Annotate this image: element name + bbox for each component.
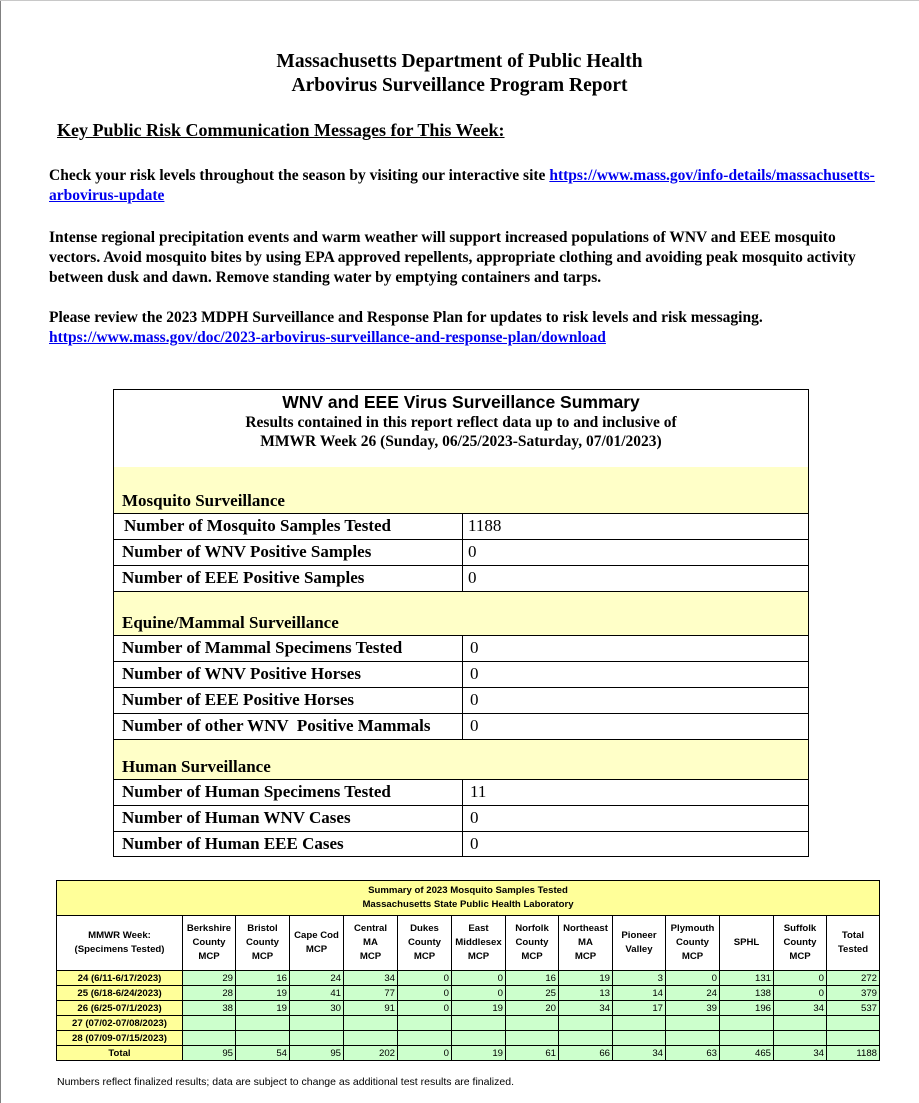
column-header-text: Norfolk [515, 923, 549, 934]
total-label: Total [57, 1046, 183, 1061]
week-header-line1: MMWR Week: [88, 930, 151, 941]
sample-count-cell: 91 [344, 1001, 398, 1016]
mosquito-section-title: Mosquito Surveillance [122, 491, 285, 510]
sample-count-cell [720, 1031, 774, 1046]
sample-count-cell [559, 1016, 613, 1031]
arbovirus-update-link[interactable]: https://www.mass.gov/info-details/massachusetts-arbovirus-update [49, 167, 875, 204]
column-divider [462, 780, 463, 857]
week-column-header [57, 916, 183, 971]
mammal-row [114, 714, 808, 740]
sample-count-cell: 0 [452, 986, 506, 1001]
column-header-text: MCP [305, 944, 328, 955]
column-header [827, 916, 880, 971]
sample-count-cell: 41 [290, 986, 344, 1001]
response-plan-text: Please review the 2023 MDPH Surveillance and Response Plan for updates to risk levels and risk messaging. [49, 309, 763, 326]
column-header [344, 916, 398, 971]
column-header-text: Central [353, 923, 388, 934]
summary-title: WNV and EEE Virus Surveillance Summary [282, 392, 640, 412]
column-header [452, 916, 506, 971]
total-cell: 465 [720, 1046, 774, 1061]
column-divider [462, 636, 463, 740]
row-value: 11 [470, 782, 487, 801]
sample-count-cell: 24 [290, 971, 344, 986]
mosquito-section-header [114, 467, 808, 514]
risk-levels-paragraph [49, 166, 879, 206]
total-cell: 0 [398, 1046, 452, 1061]
sample-count-cell: 3 [613, 971, 666, 986]
human-section-title: Human Surveillance [122, 757, 271, 776]
sample-count-cell [452, 1016, 506, 1031]
week-label: 27 (07/02-07/08/2023) [57, 1016, 183, 1031]
sample-count-cell: 25 [506, 986, 559, 1001]
column-header-text: Middlesex [455, 937, 502, 948]
sample-count-cell: 28 [183, 986, 236, 1001]
table-row [57, 1001, 880, 1016]
sample-count-cell [559, 1031, 613, 1046]
column-header [506, 916, 559, 971]
sample-count-cell [398, 1031, 452, 1046]
sample-count-cell: 39 [666, 1001, 720, 1016]
mammal-section-header [114, 592, 808, 636]
sample-count-cell [506, 1016, 559, 1031]
table-row [57, 1031, 880, 1046]
column-header-text: MCP [198, 951, 220, 962]
column-header [666, 916, 720, 971]
table-footnote: Numbers reflect finalized results; data are subject to change as additional test results are finalized. [57, 1076, 514, 1088]
table-row [57, 971, 880, 986]
sample-count-cell [720, 1016, 774, 1031]
column-header-text: County [515, 937, 549, 948]
mosquito-table-title-line1: Summary of 2023 Mosquito Samples Tested [368, 885, 568, 896]
row-value: 0 [470, 808, 479, 827]
sample-count-cell: 138 [720, 986, 774, 1001]
column-header-text: Tested [837, 944, 869, 955]
row-value: 0 [470, 664, 479, 683]
report-title-line2: Arbovirus Surveillance Program Report [291, 75, 628, 96]
row-value: 0 [468, 542, 477, 561]
sample-count-cell: 14 [613, 986, 666, 1001]
report-title-line1: Massachusetts Department of Public Health [276, 51, 643, 72]
total-cell: 202 [344, 1046, 398, 1061]
sample-count-cell: 272 [827, 971, 880, 986]
row-label: Number of other WNV Positive Mammals [122, 716, 431, 735]
total-cell: 54 [236, 1046, 290, 1061]
column-header-text: MA [363, 937, 378, 948]
week-header-line2: (Specimens Tested) [74, 944, 165, 955]
human-row [114, 780, 808, 806]
mosquito-row [114, 566, 808, 592]
column-header-text: County [783, 937, 817, 948]
total-cell: 34 [774, 1046, 827, 1061]
column-header-text: MCP [521, 951, 543, 962]
summary-subtitle-line1: Results contained in this report reflect data up to and inclusive of [245, 414, 677, 431]
sample-count-cell: 0 [666, 971, 720, 986]
mammal-row [114, 688, 808, 714]
mosquito-row [114, 514, 808, 540]
total-cell: 95 [183, 1046, 236, 1061]
sample-count-cell [344, 1031, 398, 1046]
sample-count-cell [774, 1031, 827, 1046]
sample-count-cell: 20 [506, 1001, 559, 1016]
surveillance-summary-box [113, 389, 809, 857]
column-header [559, 916, 613, 971]
response-plan-link[interactable]: https://www.mass.gov/doc/2023-arbovirus-surveillance-and-response-plan/download [49, 329, 606, 346]
mammal-row [114, 662, 808, 688]
sample-count-cell [183, 1031, 236, 1046]
column-header-text: County [192, 937, 226, 948]
total-cell: 63 [666, 1046, 720, 1061]
summary-header [114, 390, 808, 468]
column-header-text: Plymouth [670, 923, 715, 934]
sample-count-cell: 131 [720, 971, 774, 986]
mosquito-row [114, 540, 808, 566]
page-top-border [0, 0, 919, 1]
column-header-text: Valley [625, 944, 653, 955]
sample-count-cell [290, 1031, 344, 1046]
sample-count-cell [506, 1031, 559, 1046]
column-header-text: MCP [467, 951, 490, 962]
sample-count-cell [452, 1031, 506, 1046]
row-label: Number of Human WNV Cases [122, 808, 351, 827]
mammal-section-title: Equine/Mammal Surveillance [122, 613, 339, 632]
sample-count-cell: 29 [183, 971, 236, 986]
human-row [114, 806, 808, 832]
sample-count-cell [666, 1031, 720, 1046]
sample-count-cell [236, 1016, 290, 1031]
sample-count-cell [344, 1016, 398, 1031]
week-label: 24 (6/11-6/17/2023) [57, 971, 183, 986]
table-row [57, 1016, 880, 1031]
column-header-text: East [468, 923, 489, 934]
row-label: Number of Mosquito Samples Tested [124, 516, 391, 535]
sample-count-cell: 30 [290, 1001, 344, 1016]
column-header [290, 916, 344, 971]
column-header [613, 916, 666, 971]
sample-count-cell [613, 1031, 666, 1046]
column-header-text: Total [841, 930, 865, 941]
column-header-text: Cape Cod [294, 930, 339, 941]
mosquito-advice-paragraph: Intense regional precipitation events and warm weather will support increased populations of WNV and EEE mosquito vectors. Avoid mosquito bites by using EPA approved repellents, appropriate clothing and avoiding peak mosquito activity between dusk and dawn. Remove standing water by emptying containers and tarps. [49, 229, 856, 286]
sample-count-cell [774, 1016, 827, 1031]
week-label: 28 (07/09-07/15/2023) [57, 1031, 183, 1046]
column-header-text: County [407, 937, 442, 948]
total-cell: 66 [559, 1046, 613, 1061]
row-value: 0 [470, 716, 479, 735]
human-section-header [114, 740, 808, 780]
sample-count-cell: 537 [827, 1001, 880, 1016]
sample-count-cell: 196 [720, 1001, 774, 1016]
response-plan-paragraph [49, 308, 879, 348]
week-label: 25 (6/18-6/24/2023) [57, 986, 183, 1001]
column-header-text: MCP [789, 951, 811, 962]
sample-count-cell: 34 [559, 1001, 613, 1016]
column-header-text: SPHL [733, 937, 760, 948]
total-cell: 1188 [827, 1046, 880, 1061]
week-label: 26 (6/25-07/1/2023) [57, 1001, 183, 1016]
sample-count-cell: 34 [344, 971, 398, 986]
sample-count-cell: 379 [827, 986, 880, 1001]
row-value: 0 [470, 690, 479, 709]
column-header [774, 916, 827, 971]
totals-row [57, 1046, 880, 1061]
column-header [236, 916, 290, 971]
row-value: 0 [470, 638, 479, 657]
column-header-text: MCP [359, 951, 382, 962]
page-left-border [0, 0, 1, 1103]
mosquito-table-title [57, 881, 880, 916]
column-header-text: MA [578, 937, 593, 948]
row-label: Number of Human EEE Cases [122, 834, 344, 853]
sample-count-cell: 17 [613, 1001, 666, 1016]
column-header-text: Berkshire [186, 923, 232, 934]
sample-count-cell [613, 1016, 666, 1031]
column-header-text: MCP [681, 951, 704, 962]
row-value: 1188 [468, 516, 502, 535]
sample-count-cell [827, 1016, 880, 1031]
column-header-text: MCP [251, 951, 274, 962]
total-cell: 19 [452, 1046, 506, 1061]
sample-count-cell: 0 [398, 1001, 452, 1016]
sample-count-cell: 19 [452, 1001, 506, 1016]
sample-count-cell [290, 1016, 344, 1031]
risk-levels-text: Check your risk levels throughout the season by visiting our interactive site [49, 167, 550, 184]
human-row [114, 832, 808, 858]
sample-count-cell [398, 1016, 452, 1031]
mammal-row [114, 636, 808, 662]
row-label: Number of Mammal Specimens Tested [122, 638, 403, 657]
sample-count-cell: 0 [774, 971, 827, 986]
total-cell: 61 [506, 1046, 559, 1061]
column-header-text: Pioneer [621, 930, 657, 941]
sample-count-cell: 24 [666, 986, 720, 1001]
sample-count-cell: 77 [344, 986, 398, 1001]
column-header-text: County [245, 937, 280, 948]
table-row [57, 986, 880, 1001]
sample-count-cell: 0 [452, 971, 506, 986]
summary-subtitle-line2: MMWR Week 26 (Sunday, 06/25/2023-Saturday, 07/01/2023) [260, 433, 662, 450]
total-cell: 34 [613, 1046, 666, 1061]
mosquito-samples-table [56, 880, 880, 1061]
sample-count-cell: 38 [183, 1001, 236, 1016]
column-header [183, 916, 236, 971]
sample-count-cell: 34 [774, 1001, 827, 1016]
sample-count-cell: 19 [236, 986, 290, 1001]
column-header-text: Suffolk [783, 923, 817, 934]
sample-count-cell [183, 1016, 236, 1031]
sample-count-cell: 0 [398, 986, 452, 1001]
column-header [720, 916, 774, 971]
row-label: Number of WNV Positive Horses [122, 664, 361, 683]
sample-count-cell: 0 [398, 971, 452, 986]
row-label: Number of Human Specimens Tested [122, 782, 391, 801]
row-value: 0 [470, 834, 479, 853]
row-value: 0 [468, 568, 477, 587]
column-header-text: Northeast [563, 923, 608, 934]
column-header-text: MCP [413, 951, 436, 962]
row-label: Number of EEE Positive Horses [122, 690, 355, 709]
column-header-text: County [675, 937, 710, 948]
sample-count-cell: 16 [506, 971, 559, 986]
mosquito-table-title-line2: Massachusetts State Public Health Laboratory [362, 899, 574, 910]
sample-count-cell: 0 [774, 986, 827, 1001]
total-cell: 95 [290, 1046, 344, 1061]
sample-count-cell: 19 [559, 971, 613, 986]
column-header [398, 916, 452, 971]
column-divider [462, 514, 463, 592]
sample-count-cell: 16 [236, 971, 290, 986]
row-label: Number of WNV Positive Samples [122, 542, 372, 561]
column-header-text: Bristol [247, 923, 278, 934]
key-messages-heading: Key Public Risk Communication Messages for This Week: [57, 120, 505, 140]
sample-count-cell [236, 1031, 290, 1046]
row-label: Number of EEE Positive Samples [122, 568, 365, 587]
column-header-text: MCP [574, 951, 597, 962]
column-header-text: Dukes [410, 923, 439, 934]
sample-count-cell: 19 [236, 1001, 290, 1016]
sample-count-cell [827, 1031, 880, 1046]
sample-count-cell [666, 1016, 720, 1031]
sample-count-cell: 13 [559, 986, 613, 1001]
